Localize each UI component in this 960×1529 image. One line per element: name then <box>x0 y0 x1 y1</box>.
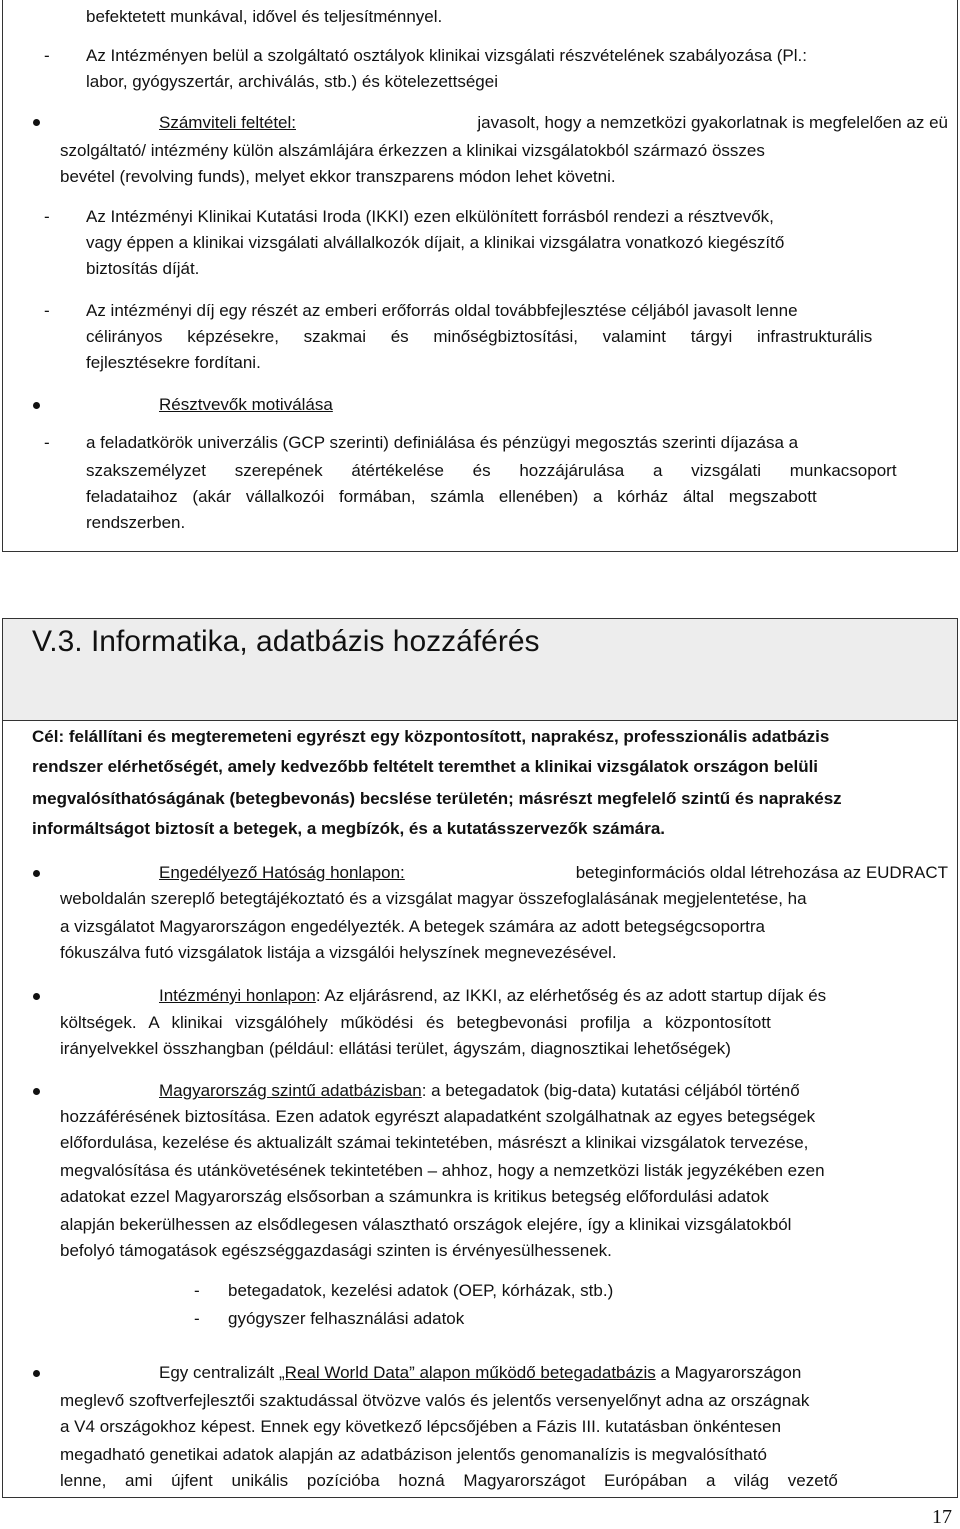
text-line: biztosítás díját. <box>86 259 200 278</box>
text-line: célirányos képzésekre, szakmai és minőségbiztosítási, valamint tárgyi infrastrukturális <box>86 327 873 346</box>
text-line: szakszemélyzet szerepének átértékelése és hozzájárulása a vizsgálati munkacsoport <box>86 461 897 480</box>
text-line: befolyó támogatások egészséggazdasági szinten is érvényesülhessenek. <box>60 1241 612 1260</box>
text-line: lenne, ami újfent unikális pozícióba hozná Magyarországot Európában a világ vezető <box>60 1471 838 1490</box>
dash-marker: - <box>194 1309 200 1328</box>
text-line: vagy éppen a klinikai vizsgálati alvállalkozók díjait, a klinikai vizsgálatra vonatkozó kiegészítő <box>86 233 785 252</box>
dash-marker: - <box>44 207 50 226</box>
text-line: Az Intézményi Klinikai Kutatási Iroda (IKKI) ezen elkülönített forrásból rendezi a résztvevők, <box>86 207 774 226</box>
authority-label: Engedélyező Hatóság honlapon: <box>159 863 405 882</box>
bullet <box>33 1370 40 1377</box>
text-line <box>159 860 948 886</box>
text-line: megadható genetikai adatok alapján az adatbázison jelentős genomanalízis is megvalósítható <box>60 1445 767 1464</box>
text-span: beteginformációs oldal létrehozása az EUDRACT <box>575 863 948 882</box>
text-line: labor, gyógyszertár, archiválás, stb.) és kötelezettségei <box>86 72 498 91</box>
motivation-label: Résztvevők motiválása <box>159 395 333 414</box>
text-line: weboldalán szereplő betegtájékoztató és a vizsgálat magyar összefoglalásának megjelentetése, ha <box>60 889 807 908</box>
page-number: 17 <box>932 1506 952 1528</box>
goal-line: Cél: felállítani és megteremeteni egyrészt egy központosított, naprakész, professzionális adatbázis <box>32 727 830 746</box>
text-line: költségek. A klinikai vizsgálóhely működési és betegbevonási profilja a központosított <box>60 1013 771 1032</box>
text-line: megvalósítása és utánkövetésének tekintetében – ahhoz, hogy a nemzetközi listák jegyzékében ezen <box>60 1161 825 1180</box>
rwd-label: „Real World Data” alapon működő betegadatbázis <box>279 1363 656 1382</box>
text-line <box>159 1078 800 1104</box>
text-line: előfordulása, kezelése és aktualizált számai tekintetében, másrészt a klinikai vizsgálatok tervezése, <box>60 1133 809 1152</box>
text-line: alapján bekerülhessen az elsődlegesen választható országok elejére, így a klinikai vizsgálatokból <box>60 1215 792 1234</box>
goal-line: megvalósíthatóságának (betegbevonás) becslése területén; másrészt megfelelő szintű és naprakész <box>32 789 842 808</box>
dash-marker: - <box>44 301 50 320</box>
bullet <box>33 402 40 409</box>
text-line: meglevő szoftverfejlesztői szaktudással ötvözve valós és jelentős versenyelőnyt adna az országnak <box>60 1391 810 1410</box>
text-line: hozzáférésének biztosítása. Ezen adatok egyrészt alapadatként szolgálhatnak az egyes betegségek <box>60 1107 816 1126</box>
text-span: Egy centralizált <box>159 1363 279 1382</box>
text-span: javasolt, hogy a nemzetközi gyakorlatnak is megfelelően az eü <box>477 113 948 132</box>
text-line: a feladatkörök univerzális (GCP szerinti) definiálása és pénzügyi megosztás szerinti díjazása a <box>86 433 799 452</box>
text-line: bevétel (revolving funds), melyet ekkor transzparens módon lehet követni. <box>60 167 616 186</box>
national-db-label: Magyarország szintű adatbázisban <box>159 1081 422 1100</box>
text-span: : Az eljárásrend, az IKKI, az elérhetőség és az adott startup díjak és <box>315 986 827 1005</box>
goal-line: rendszer elérhetőségét, amely kedvezőbb feltételt teremthet a klinikai vizsgálatok országon belüli <box>32 757 819 776</box>
text-span: Az Intézményen belül a szolgáltató osztályok klinikai vizsgálati részvételének szabályozása (Pl.: <box>86 46 807 65</box>
text-line: szolgáltató/ intézmény külön alszámlájára érkezzen a klinikai vizsgálatokból származó összes <box>60 141 765 160</box>
institution-label: Intézményi honlapon <box>159 986 316 1005</box>
text-span: a Magyarországon <box>655 1363 802 1382</box>
text-line: a V4 országokhoz képest. Ennek egy következő lépcsőjében a Fázis III. kutatásban önkéntesen <box>60 1417 782 1436</box>
goal-line: informáltságot biztosít a betegek, a megbízók, és a kutatásszervezők számára. <box>32 819 666 838</box>
text-line: irányelvekkel összhangban (például: ellátási terület, ágyszám, diagnosztikai lehetőségek) <box>60 1039 731 1058</box>
dash-marker: - <box>194 1281 200 1300</box>
sub-item: gyógyszer felhasználási adatok <box>228 1309 465 1328</box>
text-line: adatokat ezzel Magyarország elsősorban a számunkra is kritikus betegség előfordulási adatok <box>60 1187 769 1206</box>
dash-marker: - <box>44 433 50 452</box>
text-line: fókuszálva futó vizsgálatok listája a vizsgálói helyszínek megnevezésével. <box>60 943 617 962</box>
text-line <box>86 43 948 69</box>
accounting-label: Számviteli feltétel: <box>159 113 296 132</box>
section-heading: V.3. Informatika, adatbázis hozzáférés <box>32 625 540 658</box>
text-line: feladataihoz (akár vállalkozói formában, számla ellenében) a kórház által megszabott <box>86 487 817 506</box>
text-line: befektetett munkával, idővel és teljesítménnyel. <box>86 7 443 26</box>
text-span: : a betegadatok (big-data) kutatási céljából történő <box>421 1081 800 1100</box>
text-line: a vizsgálatot Magyarországon engedélyezték. A betegek számára az adott betegségcsoportra <box>60 917 765 936</box>
bullet <box>33 993 40 1000</box>
bullet <box>33 1088 40 1095</box>
text-line <box>159 983 826 1009</box>
bullet <box>33 119 40 126</box>
text-line <box>159 110 948 136</box>
text-line <box>159 1360 801 1386</box>
text-line: Az intézményi díj egy részét az emberi erőforrás oldal továbbfejlesztése céljából javasolt lenne <box>86 301 798 320</box>
text-line: rendszerben. <box>86 513 186 532</box>
bullet <box>33 870 40 877</box>
sub-item: betegadatok, kezelési adatok (OEP, kórházak, stb.) <box>228 1281 614 1300</box>
dash-marker: - <box>44 46 50 65</box>
text-line: fejlesztésekre fordítani. <box>86 353 261 372</box>
